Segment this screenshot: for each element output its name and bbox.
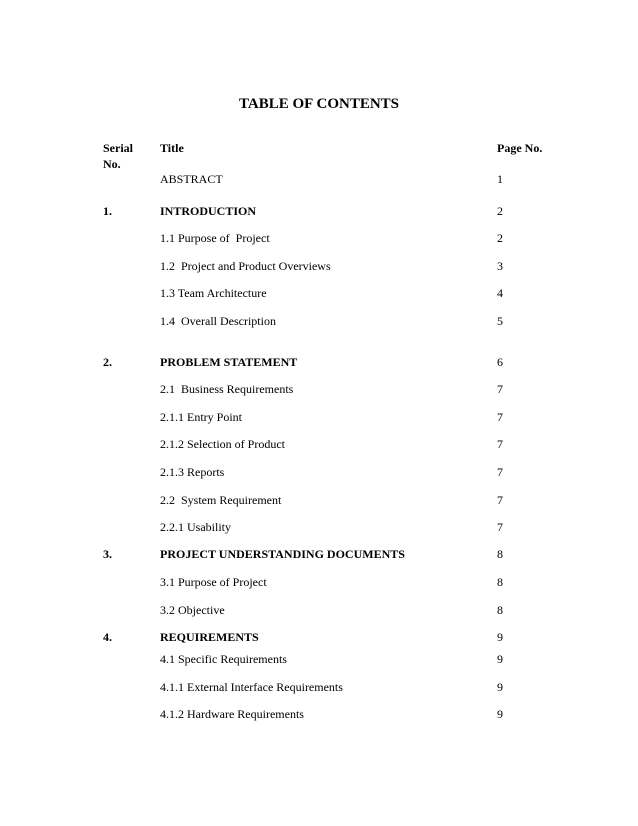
toc-row bbox=[0, 602, 638, 618]
toc-title: 1.1 Purpose of Project bbox=[160, 231, 270, 245]
toc-row bbox=[0, 230, 638, 246]
toc-serial: 1. bbox=[103, 204, 112, 218]
toc-title: 2.1.1 Entry Point bbox=[160, 410, 243, 424]
toc-row bbox=[0, 381, 638, 397]
toc-page: 8 bbox=[497, 575, 503, 589]
toc-title: REQUIREMENTS bbox=[160, 630, 259, 644]
toc-title: 2.2.1 Usability bbox=[160, 520, 231, 534]
toc-page: 8 bbox=[497, 603, 503, 617]
toc-row bbox=[0, 258, 638, 274]
toc-serial: 2. bbox=[103, 355, 112, 369]
toc-page: 9 bbox=[497, 652, 503, 666]
toc-title: PROBLEM STATEMENT bbox=[160, 355, 298, 369]
toc-serial: 4. bbox=[103, 630, 112, 644]
toc-page: 2 bbox=[497, 231, 503, 245]
toc-title: 4.1 Specific Requirements bbox=[160, 652, 287, 666]
toc-page: 3 bbox=[497, 259, 503, 273]
toc-page: 9 bbox=[497, 680, 503, 694]
toc-row bbox=[0, 519, 638, 535]
toc-page: 2 bbox=[497, 204, 503, 218]
header-page: Page No. bbox=[497, 141, 543, 155]
toc-page: 7 bbox=[497, 382, 503, 396]
toc-row-chapter-3 bbox=[0, 546, 638, 562]
toc-row bbox=[0, 285, 638, 301]
toc-title: 1.2 Project and Product Overviews bbox=[160, 259, 331, 273]
toc-row bbox=[0, 313, 638, 329]
toc-page: 8 bbox=[497, 547, 503, 561]
toc-row-chapter-1 bbox=[0, 203, 638, 219]
toc-page: 7 bbox=[497, 493, 503, 507]
toc-title: 2.1.2 Selection of Product bbox=[160, 437, 285, 451]
toc-row bbox=[0, 492, 638, 508]
toc-page: 9 bbox=[497, 630, 503, 644]
toc-page: 6 bbox=[497, 355, 503, 369]
toc-title: 3.1 Purpose of Project bbox=[160, 575, 267, 589]
toc-page: 7 bbox=[497, 520, 503, 534]
toc-row bbox=[0, 436, 638, 452]
toc-row-abstract bbox=[0, 171, 638, 187]
toc-row bbox=[0, 409, 638, 425]
toc-page: 1 bbox=[497, 172, 503, 186]
toc-title: 3.2 Objective bbox=[160, 603, 225, 617]
page-title: TABLE OF CONTENTS bbox=[238, 96, 400, 112]
toc-title: 4.1.1 External Interface Requirements bbox=[160, 680, 343, 694]
toc-row-chapter-2 bbox=[0, 354, 638, 370]
header-serial: Serial No. bbox=[103, 141, 133, 171]
toc-title: 2.1.3 Reports bbox=[160, 465, 225, 479]
toc-title: 2.1 Business Requirements bbox=[160, 382, 294, 396]
toc-title: INTRODUCTION bbox=[160, 204, 257, 218]
toc-title: 2.2 System Requirement bbox=[160, 493, 282, 507]
toc-row bbox=[0, 574, 638, 590]
toc-row bbox=[0, 706, 638, 722]
toc-page: 7 bbox=[497, 465, 503, 479]
toc-serial: 3. bbox=[103, 547, 112, 561]
toc-row bbox=[0, 464, 638, 480]
toc-title: 1.4 Overall Description bbox=[160, 314, 276, 328]
toc-title: 1.3 Team Architecture bbox=[160, 286, 267, 300]
toc-title: ABSTRACT bbox=[160, 172, 223, 186]
toc-page: 7 bbox=[497, 410, 503, 424]
toc-page: 5 bbox=[497, 314, 503, 328]
toc-row-chapter-4 bbox=[0, 629, 638, 645]
toc-page: 9 bbox=[497, 707, 503, 721]
header-title: Title bbox=[160, 141, 184, 155]
toc-title: 4.1.2 Hardware Requirements bbox=[160, 707, 304, 721]
toc-page: 4 bbox=[497, 286, 503, 300]
toc-page: 7 bbox=[497, 437, 503, 451]
toc-title: PROJECT UNDERSTANDING DOCUMENTS bbox=[160, 547, 405, 561]
toc-row bbox=[0, 679, 638, 695]
toc-row bbox=[0, 651, 638, 667]
